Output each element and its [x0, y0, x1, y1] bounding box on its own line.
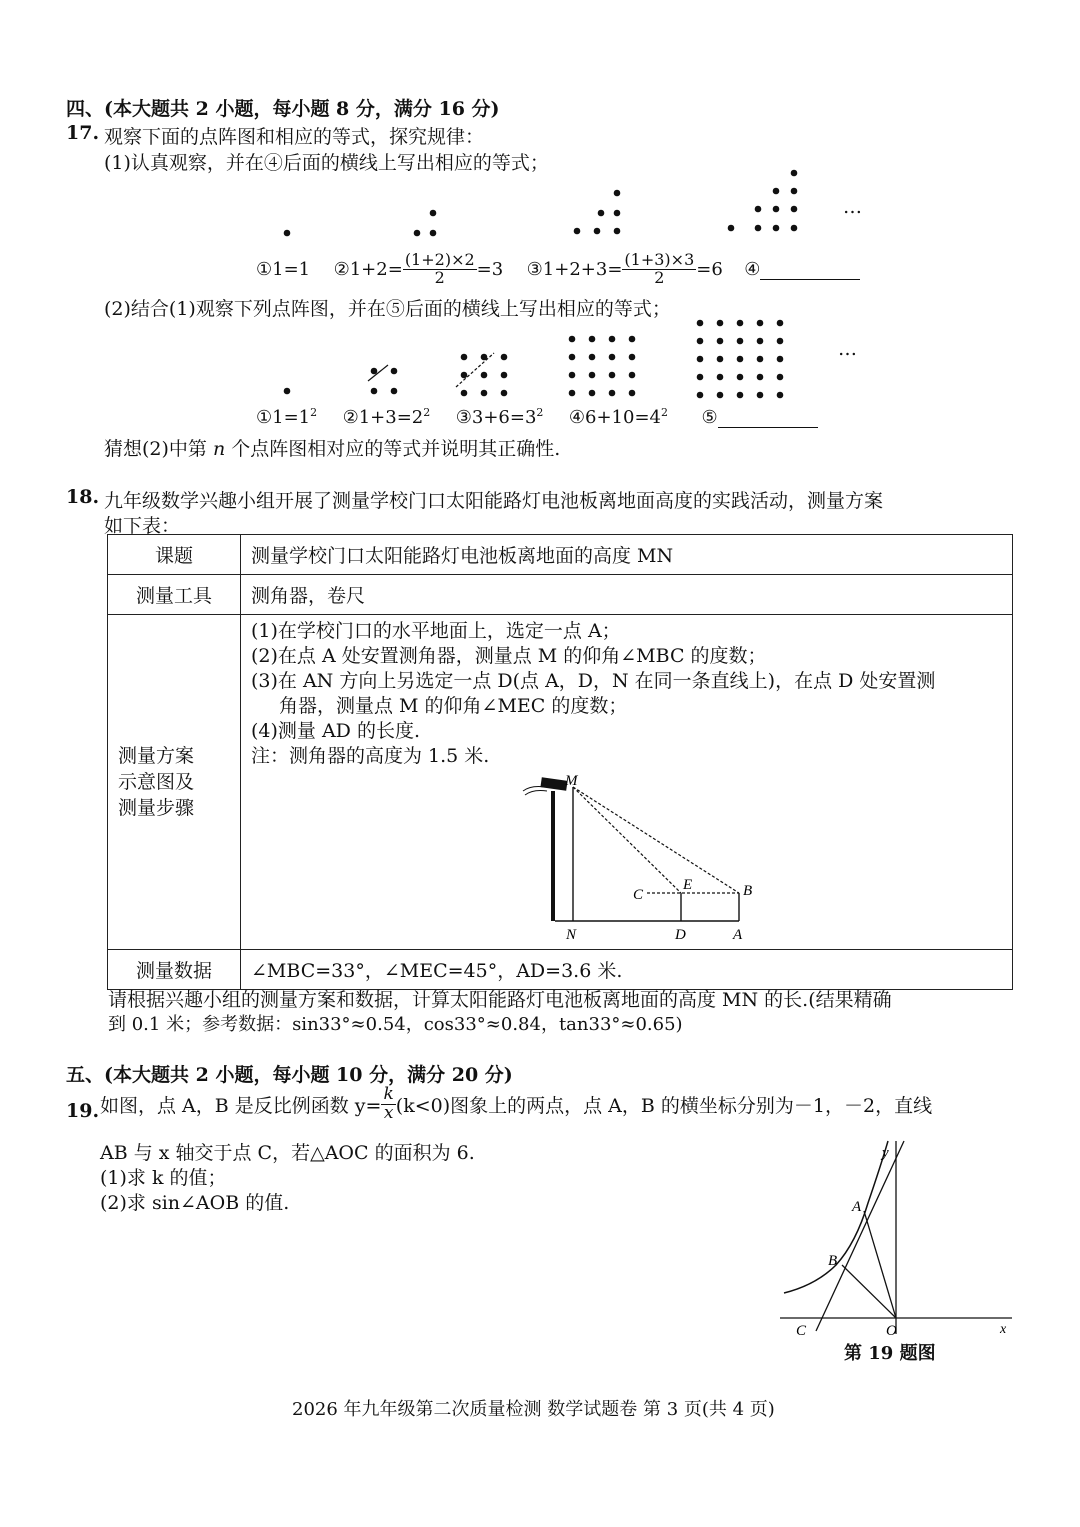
row-value-topic: 测量学校门口太阳能路灯电池板离地面的高度 MN [241, 535, 1013, 575]
label-C: C [796, 1323, 807, 1335]
ellipsis: … [843, 196, 862, 218]
dot [773, 225, 780, 232]
dot [757, 356, 764, 363]
step-3b: 角器，测量点 M 的仰角∠MEC 的度数； [279, 695, 628, 717]
row-value-plan [241, 615, 1013, 950]
plan-label-line: 测量步骤 [118, 797, 195, 819]
dot [717, 356, 724, 363]
dot [737, 338, 744, 345]
q17-conjecture [104, 434, 560, 461]
q19-part1: (1)求 k 的值； [100, 1167, 227, 1189]
dot [737, 320, 744, 327]
dot [757, 392, 764, 399]
dot [609, 354, 616, 361]
step-4: (4)测量 AD 的长度. [251, 720, 420, 742]
dot [589, 354, 596, 361]
dot [777, 374, 784, 381]
conjecture-text-a: 猜想(2)中第 [104, 438, 207, 460]
equation-1 [256, 252, 860, 287]
eq2-right: =3 [476, 258, 504, 280]
dot [629, 354, 636, 361]
dot [697, 374, 704, 381]
lamp-pole [551, 791, 555, 921]
q19-line2: AB 与 x 轴交于点 C，若△AOC 的面积为 6. [100, 1142, 475, 1164]
triangle-dot-diagrams [270, 165, 870, 245]
label-A: A [852, 1199, 862, 1215]
eq2-left: ②1+2= [333, 258, 403, 280]
label-B: B [828, 1253, 838, 1269]
ellipsis: … [838, 338, 857, 360]
q17-part2: (2)结合(1)观察下列点阵图，并在⑤后面的横线上写出相应的等式； [104, 298, 671, 320]
step-3a: (3)在 AN 方向上另选定一点 D(点 A，D，N 在同一条直线上)，在点 D 处安置测 [251, 670, 936, 692]
page-footer: 2026 年九年级第二次质量检测 数学试题卷 第 3 页(共 4 页) [292, 1399, 775, 1420]
dot [697, 392, 704, 399]
eq3-numerator: (1+3)×3 [624, 250, 695, 269]
table-row [108, 950, 1013, 990]
dot [791, 170, 798, 177]
dot [391, 388, 398, 395]
dot [609, 336, 616, 343]
eq2-numerator: (1+2)×2 [404, 250, 475, 269]
line-ME [573, 787, 681, 893]
answer-blank-5[interactable] [718, 409, 818, 428]
divider-line [368, 365, 388, 381]
q19-figure-caption: 第 19 题图 [844, 1343, 936, 1364]
dot [614, 210, 621, 217]
dot [737, 356, 744, 363]
label-E: E [683, 877, 693, 893]
q18-number: 18. [66, 486, 100, 508]
line-MB [573, 787, 739, 893]
dot [697, 338, 704, 345]
dot [371, 368, 378, 375]
dot [755, 225, 762, 232]
conjecture-n: n [212, 438, 226, 460]
dot [501, 372, 508, 379]
q18-question-line1: 请根据兴趣小组的测量方案和数据，计算太阳能路灯电池板离地面的高度 MN 的长.(结果精确 [108, 989, 892, 1011]
dot [629, 390, 636, 397]
dot [791, 206, 798, 213]
dot [609, 390, 616, 397]
q18-intro-line2: 如下表： [104, 515, 181, 537]
dot [777, 320, 784, 327]
dot [430, 230, 437, 237]
step-2: (2)在点 A 处安置测角器，测量点 M 的仰角∠MBC 的度数； [251, 645, 767, 667]
eq3-fraction [622, 252, 696, 287]
dot [569, 390, 576, 397]
fraction-denominator: x [383, 1102, 394, 1123]
sq3-text: ③3+6=3 [455, 407, 537, 428]
sq2-exponent: 2 [423, 406, 431, 419]
dot [569, 372, 576, 379]
eq2-denominator: 2 [434, 267, 445, 287]
conjecture-text-b: 个点阵图相对应的等式并说明其正确性. [231, 438, 561, 460]
measurement-note: 注：测角器的高度为 1.5 米. [251, 745, 490, 767]
sq1-text: ①1=1 [256, 407, 311, 428]
eq3-right: =6 [696, 258, 723, 280]
equation-row-squares [256, 406, 818, 428]
dot [697, 356, 704, 363]
dot [717, 338, 724, 345]
eq3-left: ③1+2+3= [526, 258, 623, 280]
q19-text-a: 如图，点 A，B 是反比例函数 y= [100, 1094, 382, 1117]
label-x: x [1000, 1322, 1007, 1335]
dot [594, 228, 601, 235]
dot [757, 374, 764, 381]
dot [284, 388, 291, 395]
dot [791, 225, 798, 232]
sq4-text: ④6+10=4 [568, 407, 661, 428]
sq2-text: ②1+3=2 [342, 407, 424, 428]
sq1-exponent: 2 [310, 406, 318, 419]
dot [569, 336, 576, 343]
dot [777, 338, 784, 345]
dot [501, 390, 508, 397]
table-row [108, 575, 1013, 615]
dot [430, 210, 437, 217]
dot [737, 374, 744, 381]
q19-part2: (2)求 sin∠AOB 的值. [100, 1192, 290, 1214]
dot [414, 230, 421, 237]
q18-intro-line1: 九年级数学兴趣小组开展了测量学校门口太阳能路灯电池板离地面高度的实践活动，测量方案 [104, 490, 884, 512]
label-y: y [882, 1145, 889, 1161]
table-row [108, 535, 1013, 575]
q19-figure [776, 1135, 1016, 1335]
eq1-text: ①1=1 [256, 258, 311, 280]
row-value-tools: 测角器，卷尺 [241, 575, 1013, 615]
solar-panel [540, 777, 567, 791]
dot [777, 356, 784, 363]
section4-heading: 四、(本大题共 2 小题，每小题 8 分，满分 16 分) [66, 98, 500, 120]
dot [461, 372, 468, 379]
row-label-plan [108, 615, 241, 950]
label-D: D [675, 927, 686, 943]
eq4-mark: ④ [744, 258, 761, 280]
dot [589, 372, 596, 379]
row-label-data: 测量数据 [108, 950, 241, 990]
dot [569, 354, 576, 361]
dot [598, 210, 605, 217]
dot [461, 354, 468, 361]
dot [717, 392, 724, 399]
dot [371, 388, 378, 395]
label-B: B [743, 883, 753, 899]
dot [757, 320, 764, 327]
row-label-topic: 课题 [108, 535, 241, 575]
dot [501, 354, 508, 361]
lamp-arm [525, 791, 547, 796]
q17-stem: 观察下面的点阵图和相应的等式，探究规律： [104, 126, 485, 148]
hyperbola-curve [784, 1141, 888, 1293]
dot [757, 338, 764, 345]
eq2-fraction [403, 252, 477, 287]
dot [614, 190, 621, 197]
answer-blank-4[interactable] [760, 259, 860, 280]
q17-number: 17. [66, 122, 100, 144]
fraction-numerator: k [383, 1084, 394, 1104]
label-A: A [733, 927, 743, 943]
table-row [108, 615, 1013, 950]
q19-fraction [381, 1086, 395, 1123]
dot [717, 374, 724, 381]
row-label-tools: 测量工具 [108, 575, 241, 615]
dot [461, 390, 468, 397]
dot [717, 320, 724, 327]
dot [589, 390, 596, 397]
q18-question-line2: 到 0.1 米；参考数据：sin33°≈0.54，cos33°≈0.84，tan33°≈0.65) [108, 1014, 683, 1035]
q17-part1: (1)认真观察，并在④后面的横线上写出相应的等式； [104, 152, 549, 174]
dot [284, 230, 291, 237]
dot [773, 188, 780, 195]
sq5-mark: ⑤ [701, 407, 718, 428]
sq4-exponent: 2 [660, 406, 668, 419]
dot [391, 368, 398, 375]
dot [481, 390, 488, 397]
q19-line1 [100, 1086, 932, 1123]
label-N: N [566, 927, 577, 943]
dot [629, 336, 636, 343]
row-value-data: ∠MBC=33°，∠MEC=45°，AD=3.6 米. [241, 950, 1013, 990]
dot [755, 206, 762, 213]
dot [737, 392, 744, 399]
dot [629, 372, 636, 379]
square-dot-diagrams [270, 315, 870, 410]
label-M: M [565, 773, 578, 789]
eq3-denominator: 2 [654, 267, 665, 287]
q19-number: 19. [66, 1100, 100, 1122]
plan-label-line: 示意图及 [118, 771, 195, 793]
measurement-plan-table [107, 534, 1013, 990]
dot [589, 336, 596, 343]
dot [773, 206, 780, 213]
dot [777, 392, 784, 399]
dot [609, 372, 616, 379]
dot [791, 188, 798, 195]
step-1: (1)在学校门口的水平地面上，选定一点 A； [251, 620, 621, 642]
streetlight-diagram [515, 773, 775, 943]
dot [574, 228, 581, 235]
label-O: O [886, 1323, 897, 1335]
q19-text-b: (k<0)图象上的两点，点 A，B 的横坐标分别为－1，－2，直线 [395, 1094, 933, 1117]
plan-label-line: 测量方案 [118, 745, 195, 767]
section5-heading: 五、(本大题共 2 小题，每小题 10 分，满分 20 分) [66, 1064, 513, 1086]
dot [728, 225, 735, 232]
dot [697, 320, 704, 327]
label-C: C [633, 887, 644, 903]
sq3-exponent: 2 [536, 406, 544, 419]
dot [614, 228, 621, 235]
dot [481, 372, 488, 379]
